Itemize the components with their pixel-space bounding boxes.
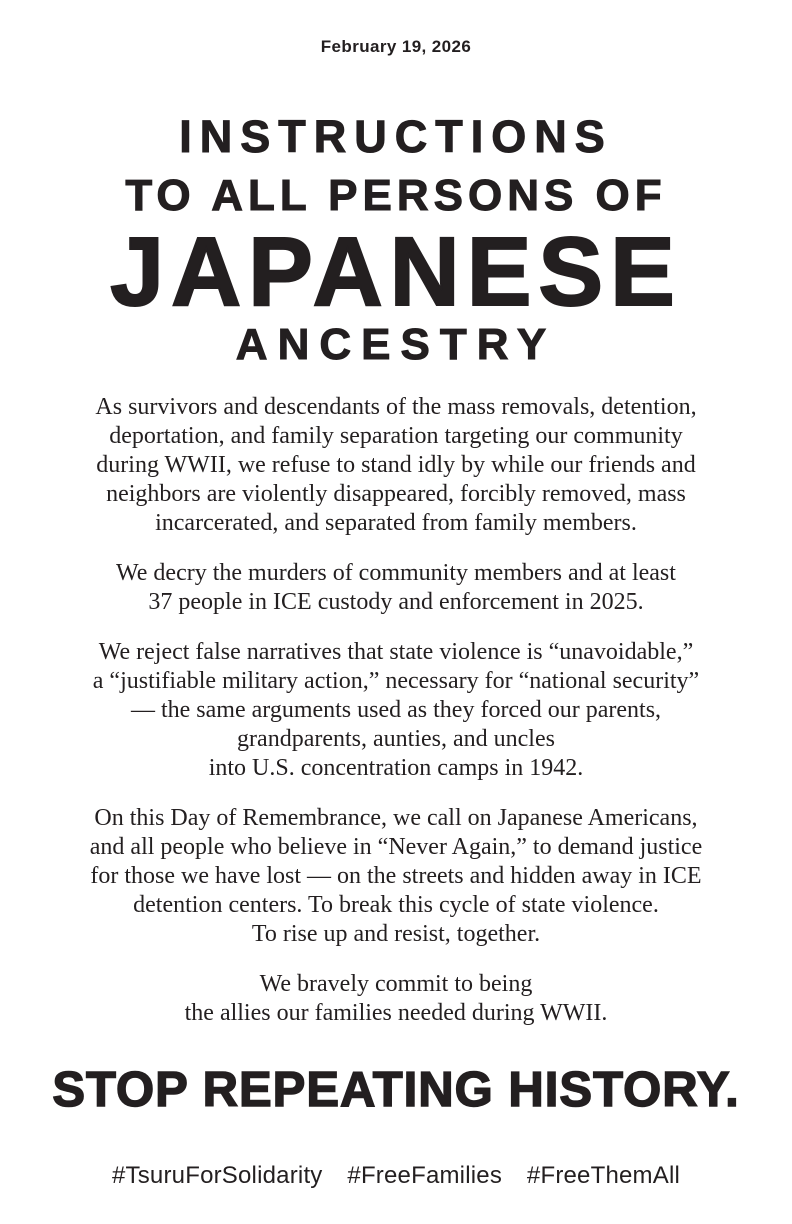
paragraph-remembrance xyxy=(0,804,792,949)
paragraph-line: On this Day of Remembrance, we call on Japanese Americans, xyxy=(94,804,698,831)
paragraph-line: for those we have lost — on the streets and hidden away in ICE xyxy=(90,862,702,889)
paragraph-survivors xyxy=(0,393,792,538)
paragraph-line: We bravely commit to being xyxy=(259,970,533,997)
date-line: February 19, 2026 xyxy=(320,37,472,56)
headline-instructions: INSTRUCTIONS xyxy=(179,111,613,162)
paragraph-line: and all people who believe in “Never Again,” to demand justice xyxy=(89,833,703,860)
paragraph-line: 37 people in ICE custody and enforcement in 2025. xyxy=(148,588,644,615)
paragraph-line: We decry the murders of community members and at least xyxy=(116,559,676,586)
paragraph-line: deportation, and family separation targeting our community xyxy=(109,422,683,449)
headline-japanese: JAPANESE xyxy=(110,217,682,327)
paragraph-line: We reject false narratives that state violence is “unavoidable,” xyxy=(98,638,694,665)
statement-body xyxy=(0,393,792,1028)
paragraph-line: As survivors and descendants of the mass removals, detention, xyxy=(95,393,697,420)
paragraph-commit xyxy=(0,970,792,1028)
paragraph-line: neighbors are violently disappeared, forcibly removed, mass xyxy=(106,480,686,507)
paragraph-line: into U.S. concentration camps in 1942. xyxy=(208,754,584,781)
hashtags xyxy=(0,1162,792,1190)
headline xyxy=(0,113,792,369)
paragraph-line: incarcerated, and separated from family members. xyxy=(155,509,637,536)
paragraph-line: detention centers. To break this cycle of state violence. xyxy=(133,891,659,918)
headline-ancestry: ANCESTRY xyxy=(235,320,557,370)
paragraph-line: during WWII, we refuse to stand idly by while our friends and xyxy=(96,451,696,478)
hashtag-free-them-all: #FreeThemAll xyxy=(526,1161,681,1189)
headline-to-all-persons-of: TO ALL PERSONS OF xyxy=(125,171,667,221)
paragraph-line: the allies our families needed during WWII. xyxy=(184,999,608,1026)
paragraph-reject xyxy=(0,638,792,783)
hashtag-tsuru-for-solidarity: #TsuruForSolidarity xyxy=(111,1161,323,1189)
hashtag-free-families: #FreeFamilies xyxy=(347,1161,503,1189)
paragraph-line: To rise up and resist, together. xyxy=(251,920,541,947)
paragraph-decry xyxy=(0,559,792,617)
paragraph-line: grandparents, aunties, and uncles xyxy=(237,725,555,752)
slogan: STOP REPEATING HISTORY. xyxy=(52,1062,740,1117)
paragraph-line: a “justifiable military action,” necessary for “national security” xyxy=(92,667,700,694)
paragraph-line: — the same arguments used as they forced our parents, xyxy=(130,696,662,723)
